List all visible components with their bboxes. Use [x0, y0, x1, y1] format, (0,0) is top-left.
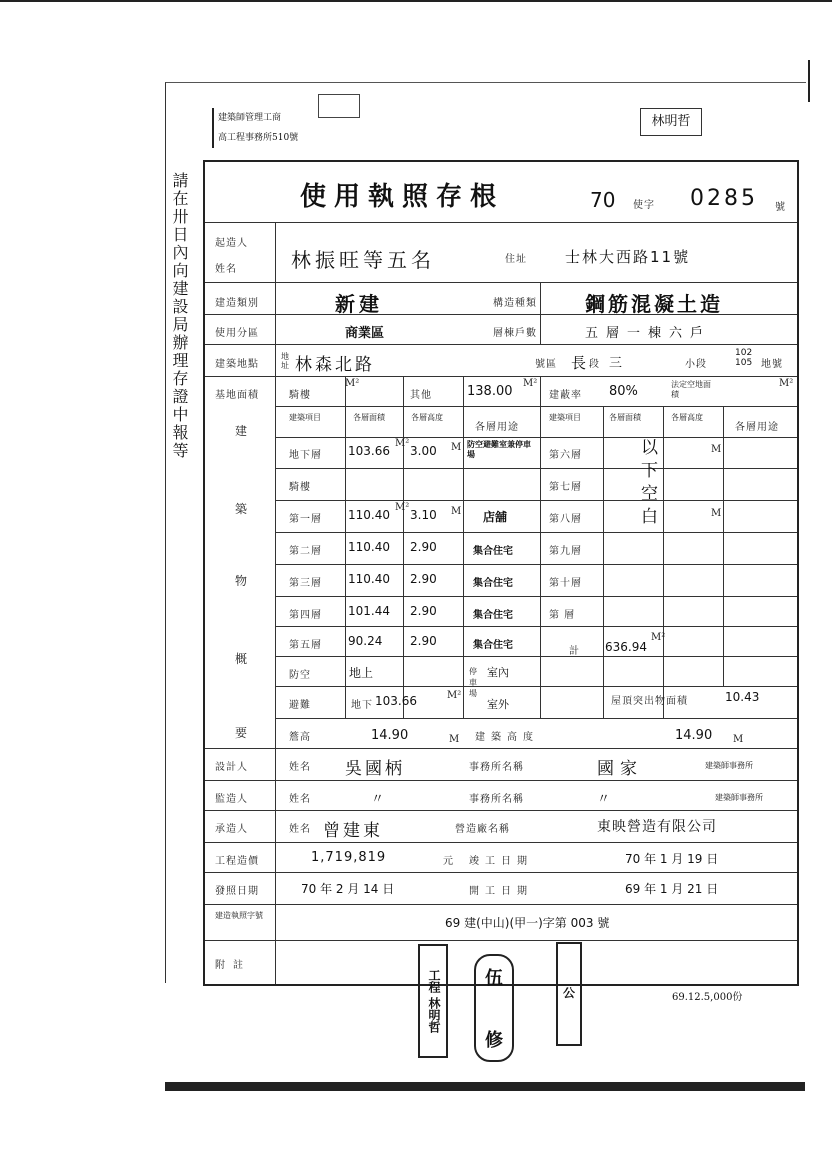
permit-value: 69 建(中山)(甲一)字第 003 號 — [445, 916, 610, 930]
floor-header-height-r: 各層高度 — [671, 413, 703, 422]
legal-open-unit: M² — [779, 378, 794, 389]
floor-name-5: 第四層 — [289, 610, 322, 621]
building-side-5: 要 — [235, 726, 249, 740]
site-value: 林森北路 — [295, 355, 375, 375]
total-value: 636.94 — [605, 640, 647, 654]
designer-name: 吳國柄 — [345, 759, 405, 779]
unit-m-r2: M — [711, 508, 722, 519]
district-value: 長 — [571, 354, 587, 372]
issue-value: 70 年 2 月 14 日 — [301, 882, 395, 896]
floor-area-4: 110.40 — [348, 572, 390, 586]
zoning-label: 使用分區 — [215, 328, 259, 339]
floor-name-3: 第二層 — [289, 546, 322, 557]
floor-right-0: 第六層 — [549, 450, 582, 461]
floor-right-1: 第七層 — [549, 482, 582, 493]
owner-label-1: 起造人 — [215, 238, 248, 249]
floor-name-2: 第一層 — [289, 514, 322, 525]
floor-header-item-r: 建築項目 — [549, 413, 581, 422]
arcade-label: 騎樓 — [289, 390, 311, 401]
print-note: 69.12.5,000份 — [672, 992, 743, 1003]
finish-label: 竣工日期 — [469, 856, 533, 867]
land-area-label: 基地面積 — [215, 390, 259, 401]
permit-year: 70 — [590, 188, 616, 212]
floor-use-5: 集合住宅 — [473, 610, 513, 621]
shelter-unit: M² — [447, 690, 462, 701]
floors-label: 層棟戶數 — [493, 328, 537, 339]
contractor-label: 承造人 — [215, 824, 248, 835]
arcade-unit: M² — [345, 378, 360, 389]
designer-note: 建築師事務所 — [705, 761, 753, 770]
wu-stamp-text: 伍 — [485, 968, 503, 989]
scan-edge-mark — [808, 60, 810, 102]
floor-header-item: 建築項目 — [289, 413, 321, 422]
floor-name-6: 第五層 — [289, 640, 322, 651]
parking-out: 室外 — [487, 698, 509, 711]
side-stamp-text: 公 — [562, 986, 575, 1000]
floor-right-2: 第八層 — [549, 514, 582, 525]
cost-unit: 元 — [443, 856, 454, 867]
building-side-3: 物 — [235, 574, 249, 588]
right-blank-note: 以下空白 — [637, 438, 657, 530]
unit-m-0: M — [451, 442, 462, 453]
permit-number-suffix: 號 — [775, 202, 786, 213]
lot-label: 地號 — [761, 359, 783, 370]
coverage-label: 建蔽率 — [549, 390, 582, 401]
floor-area-2: 110.40 — [348, 508, 390, 522]
floor-name-4: 第三層 — [289, 578, 322, 589]
unit-m2-0: M² — [395, 438, 410, 449]
top-right-mark: 林明哲 — [640, 108, 702, 136]
supervisor-name-label: 姓名 — [289, 794, 311, 805]
cost-label: 工程造價 — [215, 856, 259, 867]
floor-header-use-r: 各層用途 — [735, 422, 779, 433]
floor-height-0: 3.00 — [410, 444, 437, 458]
floor-right-3: 第九層 — [549, 546, 582, 557]
scan-top-edge — [0, 0, 832, 2]
wu-xiu-stamp — [474, 954, 514, 1062]
eaves-value: 14.90 — [371, 728, 409, 743]
subsection-label: 小段 — [685, 359, 707, 370]
start-label: 開工日期 — [469, 886, 533, 897]
type-value: 新建 — [335, 292, 383, 316]
section-label: 段 — [589, 359, 600, 370]
eaves-unit: M — [449, 734, 460, 745]
floor-header-use: 各層用途 — [475, 422, 519, 433]
supervisor-label: 監造人 — [215, 794, 248, 805]
rooftop-label: 屋頂突出物面積 — [611, 696, 688, 707]
section-value: 三 — [609, 356, 623, 371]
rooftop-value: 10.43 — [725, 690, 760, 704]
lot-value: 102 105 — [735, 348, 753, 368]
contractor-name-label: 姓名 — [289, 824, 311, 835]
building-side-4: 概 — [235, 652, 249, 666]
floor-header-height: 各層高度 — [411, 413, 443, 422]
structure-label: 構造種類 — [493, 298, 537, 309]
structure-value: 鋼筋混凝土造 — [585, 292, 723, 316]
coverage-value: 80% — [609, 384, 638, 399]
floor-height-3: 2.90 — [410, 540, 437, 554]
floor-height-4: 2.90 — [410, 572, 437, 586]
start-value: 69 年 1 月 21 日 — [625, 882, 719, 896]
floor-name-0: 地下層 — [289, 450, 322, 461]
zoning-value: 商業區 — [345, 326, 385, 341]
supervisor-office: 〃 — [597, 792, 611, 807]
designer-name-label: 姓名 — [289, 762, 311, 773]
unit-m-2: M — [451, 506, 462, 517]
unit-m2-2: M² — [395, 502, 410, 513]
shelter-above: 地上 — [349, 666, 374, 680]
building-side-1: 建 — [235, 424, 249, 438]
floor-area-0: 103.66 — [348, 444, 390, 458]
building-side-2: 築 — [235, 502, 249, 516]
side-note: 請在卅日內向建設局辦理存證中報等 — [170, 172, 189, 460]
supervisor-name: 〃 — [371, 792, 385, 807]
bldg-height-value: 14.90 — [675, 728, 713, 743]
floor-use-6: 集合住宅 — [473, 640, 513, 651]
shelter-prefix: 避難 — [289, 700, 311, 711]
type-label: 建造類別 — [215, 298, 259, 309]
cost-value: 1,719,819 — [311, 850, 387, 865]
shelter-below-label: 地下 — [351, 700, 373, 711]
usage-permit-form — [203, 160, 799, 986]
scan-bottom-bar — [165, 1082, 805, 1091]
other-value: 138.00 — [467, 384, 513, 399]
designer-office: 國家 — [597, 759, 643, 779]
floor-use-3: 集合住宅 — [473, 546, 513, 557]
district-label: 號區 — [535, 359, 557, 370]
floor-right-5: 第 層 — [549, 610, 576, 621]
floor-right-4: 第十層 — [549, 578, 582, 589]
contractor-name: 曾建東 — [323, 821, 383, 841]
shelter-below-value: 103.66 — [375, 694, 417, 708]
contractor-company-label: 營造廠名稱 — [455, 824, 510, 835]
total-unit: M² — [651, 632, 666, 643]
floor-use-0: 防空避難室兼停車場 — [467, 440, 531, 459]
floor-header-area: 各層面積 — [353, 413, 385, 422]
parking-in: 室內 — [487, 666, 509, 679]
top-stamp-line-1: 建築師管理工商 — [218, 113, 282, 123]
supervisor-note: 建築師事務所 — [715, 793, 763, 802]
designer-office-label: 事務所名稱 — [469, 762, 524, 773]
owner-value: 林振旺等五名 — [291, 248, 435, 272]
unit-m-r0: M — [711, 444, 722, 455]
supervisor-office-label: 事務所名稱 — [469, 794, 524, 805]
other-unit: M² — [523, 378, 538, 389]
address-label: 住址 — [505, 254, 527, 265]
floor-name-1: 騎樓 — [289, 482, 311, 493]
issue-label: 發照日期 — [215, 886, 259, 897]
parking-label: 停車場 — [469, 667, 477, 698]
shelter-label: 防空 — [289, 670, 311, 681]
engineer-stamp: 工程 林明哲 — [418, 944, 448, 1058]
floor-header-area-r: 各層面積 — [609, 413, 641, 422]
eaves-label: 簷高 — [289, 732, 311, 743]
remarks-label: 附註 — [215, 960, 251, 971]
bldg-height-unit: M — [733, 734, 744, 745]
site-addr-label: 地址 — [281, 352, 289, 370]
floor-area-6: 90.24 — [348, 634, 383, 648]
permit-label: 建造執照字號 — [215, 911, 263, 920]
address-value: 士林大西路11號 — [565, 248, 691, 266]
floor-height-5: 2.90 — [410, 604, 437, 618]
floor-area-5: 101.44 — [348, 604, 390, 618]
top-stamp-line-2: 高工程事務所510號 — [218, 133, 299, 143]
bldg-height-label: 建築高度 — [475, 732, 539, 743]
site-label: 建築地點 — [215, 359, 259, 370]
owner-label-2: 姓名 — [215, 264, 237, 275]
floor-height-2: 3.10 — [410, 508, 437, 522]
form-title: 使用執照存根 — [300, 182, 505, 212]
total-label: 計 — [569, 646, 580, 657]
side-stamp — [556, 942, 582, 1046]
xiu-stamp-text: 修 — [485, 1030, 503, 1051]
permit-prefix: 使字 — [633, 200, 655, 211]
contractor-company: 東映營造有限公司 — [597, 819, 717, 835]
floor-height-6: 2.90 — [410, 634, 437, 648]
permit-number: 0285 — [690, 186, 758, 211]
top-stamp-box — [318, 94, 360, 118]
other-label: 其他 — [410, 390, 432, 401]
floor-area-3: 110.40 — [348, 540, 390, 554]
designer-label: 設計人 — [215, 762, 248, 773]
floor-use-2: 店舖 — [483, 510, 508, 524]
finish-value: 70 年 1 月 19 日 — [625, 852, 719, 866]
floors-value: 五層一棟六戶 — [585, 326, 712, 341]
floor-use-4: 集合住宅 — [473, 578, 513, 589]
legal-open-label: 法定空地面積 — [671, 380, 711, 399]
